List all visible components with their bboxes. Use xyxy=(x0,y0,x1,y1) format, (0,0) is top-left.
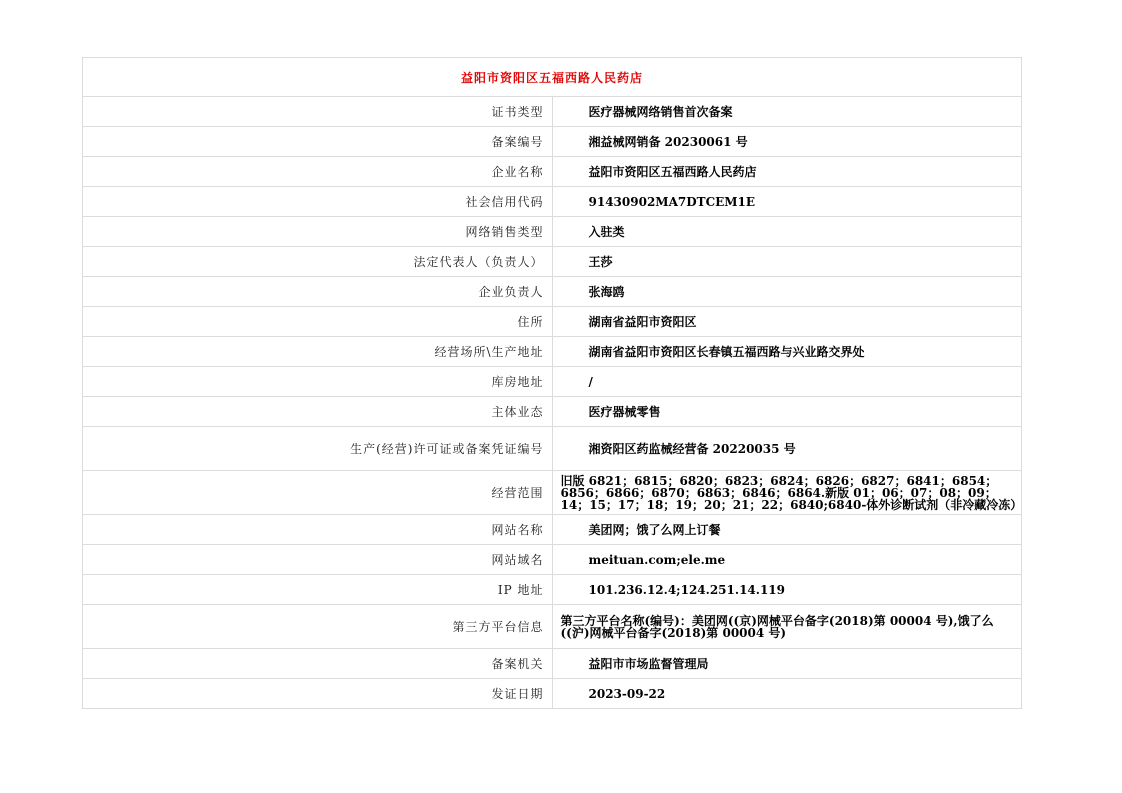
row-label: IP 地址 xyxy=(83,575,553,605)
row-value: 益阳市资阳区五福西路人民药店 xyxy=(552,157,1022,187)
row-value: 2023-09-22 xyxy=(552,679,1022,709)
row-label: 网络销售类型 xyxy=(83,217,553,247)
table-row xyxy=(83,605,1022,649)
row-label: 企业名称 xyxy=(83,157,553,187)
row-value: 91430902MA7DTCEM1E xyxy=(552,187,1022,217)
table-row xyxy=(83,337,1022,367)
row-value: 美团网；饿了么网上订餐 xyxy=(552,515,1022,545)
table-row xyxy=(83,367,1022,397)
row-value: 湘益械网销备 20230061 号 xyxy=(552,127,1022,157)
row-value: 张海鸥 xyxy=(552,277,1022,307)
table-row xyxy=(83,471,1022,515)
row-value: 第三方平台名称(编号)：美团网((京)网械平台备字(2018)第 00004 号),饿了么((沪)网械平台备字(2018)第 00004 号) xyxy=(552,605,1022,649)
row-value: 医疗器械网络销售首次备案 xyxy=(552,97,1022,127)
row-value: meituan.com;ele.me xyxy=(552,545,1022,575)
document-title: 益阳市资阳区五福西路人民药店 xyxy=(83,58,1022,97)
row-label: 住所 xyxy=(83,307,553,337)
row-value: 湖南省益阳市资阳区 xyxy=(552,307,1022,337)
row-label: 网站域名 xyxy=(83,545,553,575)
table-row xyxy=(83,575,1022,605)
row-label: 发证日期 xyxy=(83,679,553,709)
table-row xyxy=(83,649,1022,679)
table-row xyxy=(83,545,1022,575)
table-row xyxy=(83,157,1022,187)
certificate-table xyxy=(82,57,1022,709)
table-row xyxy=(83,217,1022,247)
row-value: 入驻类 xyxy=(552,217,1022,247)
table-row xyxy=(83,277,1022,307)
row-label: 备案编号 xyxy=(83,127,553,157)
table-row xyxy=(83,397,1022,427)
row-value: / xyxy=(552,367,1022,397)
row-label: 备案机关 xyxy=(83,649,553,679)
row-value: 旧版 6821；6815；6820；6823；6824；6826；6827；6841；6854；6856；6866；6870；6863；6846；6864.新版 01；06；07；08；09；14；15；17；18；19；20；21；22；6840;6840-体外诊断试剂（非冷藏冷冻） xyxy=(552,471,1022,515)
table-row xyxy=(83,127,1022,157)
table-row xyxy=(83,247,1022,277)
row-value: 王莎 xyxy=(552,247,1022,277)
row-value: 101.236.12.4;124.251.14.119 xyxy=(552,575,1022,605)
row-label: 库房地址 xyxy=(83,367,553,397)
row-label: 经营范围 xyxy=(83,471,553,515)
row-value: 湘资阳区药监械经营备 20220035 号 xyxy=(552,427,1022,471)
row-label: 证书类型 xyxy=(83,97,553,127)
table-row xyxy=(83,679,1022,709)
table-row xyxy=(83,307,1022,337)
row-label: 主体业态 xyxy=(83,397,553,427)
table-row xyxy=(83,515,1022,545)
table-row xyxy=(83,187,1022,217)
row-value: 益阳市市场监督管理局 xyxy=(552,649,1022,679)
row-label: 社会信用代码 xyxy=(83,187,553,217)
table-row xyxy=(83,97,1022,127)
row-label: 第三方平台信息 xyxy=(83,605,553,649)
row-label: 法定代表人（负责人） xyxy=(83,247,553,277)
row-label: 网站名称 xyxy=(83,515,553,545)
table-row xyxy=(83,427,1022,471)
row-label: 生产(经营)许可证或备案凭证编号 xyxy=(83,427,553,471)
row-value: 医疗器械零售 xyxy=(552,397,1022,427)
row-label: 企业负责人 xyxy=(83,277,553,307)
row-label: 经营场所\生产地址 xyxy=(83,337,553,367)
row-value: 湖南省益阳市资阳区长春镇五福西路与兴业路交界处 xyxy=(552,337,1022,367)
